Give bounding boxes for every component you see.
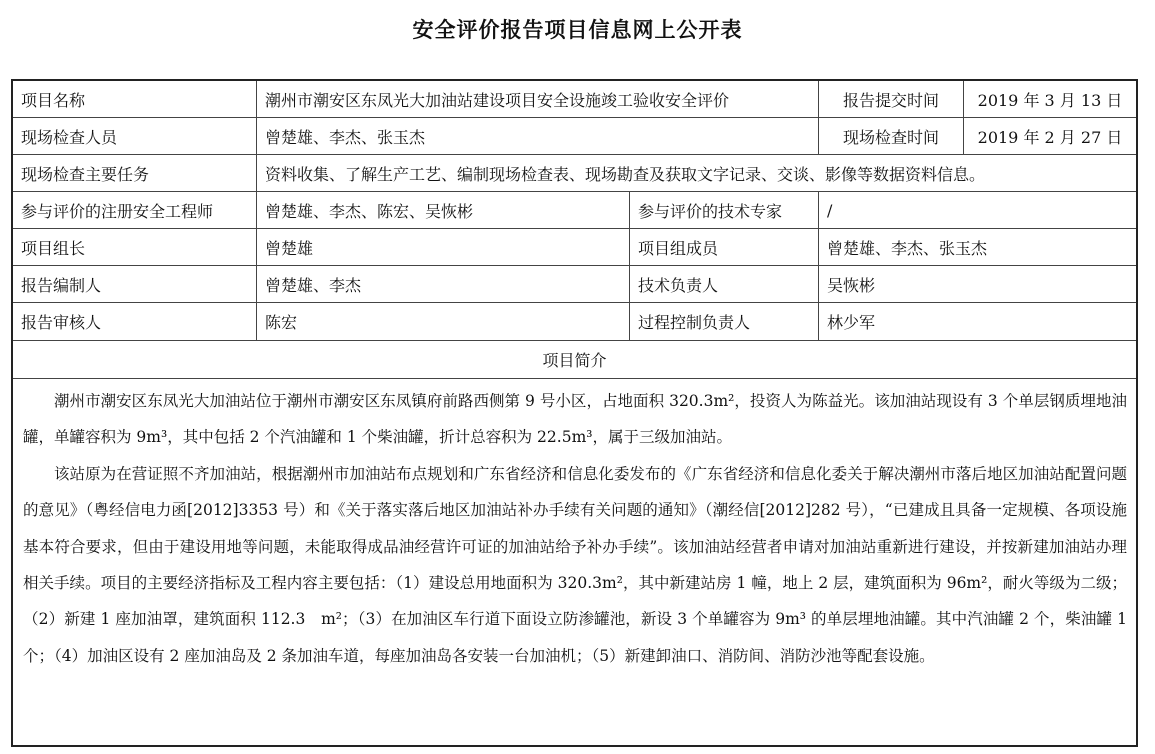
page-title: 安全评价报告项目信息网上公开表	[412, 18, 743, 42]
intro-heading-row	[13, 341, 1136, 379]
team-leader-value: 曾楚雄	[257, 229, 630, 265]
reviewer-value: 陈宏	[257, 303, 630, 340]
table-row-team-leader	[13, 229, 1136, 266]
info-table	[11, 79, 1138, 747]
intro-paragraph-1: 潮州市潮安区东凤光大加油站位于潮州市潮安区东凤镇府前路西侧第 9 号小区，占地面积 320.3m²，投资人为陈益光。该加油站现设有 3 个单层钢质埋地油罐，单罐容积为 9m³，其中包括 2 个汽油罐和 1 个柴油罐，折计总容积为 22.5m³，属于三级加油站。	[23, 392, 1127, 447]
inspection-tasks-label: 现场检查主要任务	[13, 155, 257, 191]
report-author-label: 报告编制人	[13, 266, 257, 302]
reviewer-label: 报告审核人	[13, 303, 257, 340]
team-members-value: 曾楚雄、李杰、张玉杰	[827, 238, 988, 258]
report-submit-time-label: 报告提交时间	[819, 81, 964, 117]
table-row-project-name	[13, 81, 1136, 118]
intro-heading: 项目简介	[542, 351, 607, 370]
table-row-report-author	[13, 266, 1136, 303]
process-control-label: 过程控制负责人	[630, 303, 819, 340]
team-members-label: 项目组成员	[630, 229, 819, 265]
project-name-value: 潮州市潮安区东凤光大加油站建设项目安全设施竣工验收安全评价	[257, 81, 819, 117]
table-row-reviewer	[13, 303, 1136, 341]
safety-engineers-value: 曾楚雄、李杰、陈宏、吴恢彬	[257, 192, 630, 228]
report-submit-time-value: 2019 年 3 月 13 日	[977, 90, 1123, 110]
technical-experts-label: 参与评价的技术专家	[630, 192, 819, 228]
inspectors-label: 现场检查人员	[13, 118, 257, 154]
technical-lead-label: 技术负责人	[630, 266, 819, 302]
process-control-value: 林少军	[827, 313, 876, 332]
intro-paragraph-2: 该站原为在营证照不齐加油站，根据潮州市加油站布点规划和广东省经济和信息化委发布的《广东省经济和信息化委关于解决潮州市落后地区加油站配置问题的意见》（粤经信电力函[2012]3353 号）和《关于落实落后地区加油站补办手续有关问题的通知》（潮经信[2012]282 号），“已建成且具备一定规模、各项设施基本符合要求，但由于建设用地等问题，未能取得成品油经营许可证的加油站给予补办手续”。该加油站经营者申请对加油站重新进行建设，并按新建加油站办理相关手续。项目的主要经济指标及工程内容主要包括：（1）建设总用地面积为 320.3m²，其中新建站房 1 幢，地上 2 层，建筑面积为 96m²，耐火等级为二级；（2）新建 1 座加油罩，建筑面积 112.3 m²；（3）在加油区车行道下面设立防渗罐池，新设 3 个单罐容为 9m³ 的单层埋地油罐。其中汽油罐 2 个，柴油罐 1 个；（4）加油区设有 2 座加油岛及 2 条加油车道，每座加油岛各安装一台加油机；（5）新建卸油口、消防间、消防沙池等配套设施。	[23, 464, 1127, 665]
safety-engineers-label: 参与评价的注册安全工程师	[13, 192, 257, 228]
team-leader-label: 项目组长	[13, 229, 257, 265]
inspection-time-value: 2019 年 2 月 27 日	[977, 127, 1123, 147]
table-row-inspectors	[13, 118, 1136, 155]
project-intro-text	[23, 383, 1127, 674]
table-row-safety-engineers	[13, 192, 1136, 229]
project-name-label: 项目名称	[13, 81, 257, 117]
table-row-inspection-tasks	[13, 155, 1136, 192]
inspection-tasks-value: 资料收集、了解生产工艺、编制现场检查表、现场勘查及获取文字记录、交谈、影像等数据资料信息。	[265, 164, 986, 184]
inspectors-value: 曾楚雄、李杰、张玉杰	[257, 118, 819, 154]
inspection-time-label: 现场检查时间	[819, 118, 964, 154]
report-author-value: 曾楚雄、李杰	[257, 266, 630, 302]
technical-lead-value: 吴恢彬	[827, 275, 876, 295]
technical-experts-value: /	[827, 200, 833, 220]
